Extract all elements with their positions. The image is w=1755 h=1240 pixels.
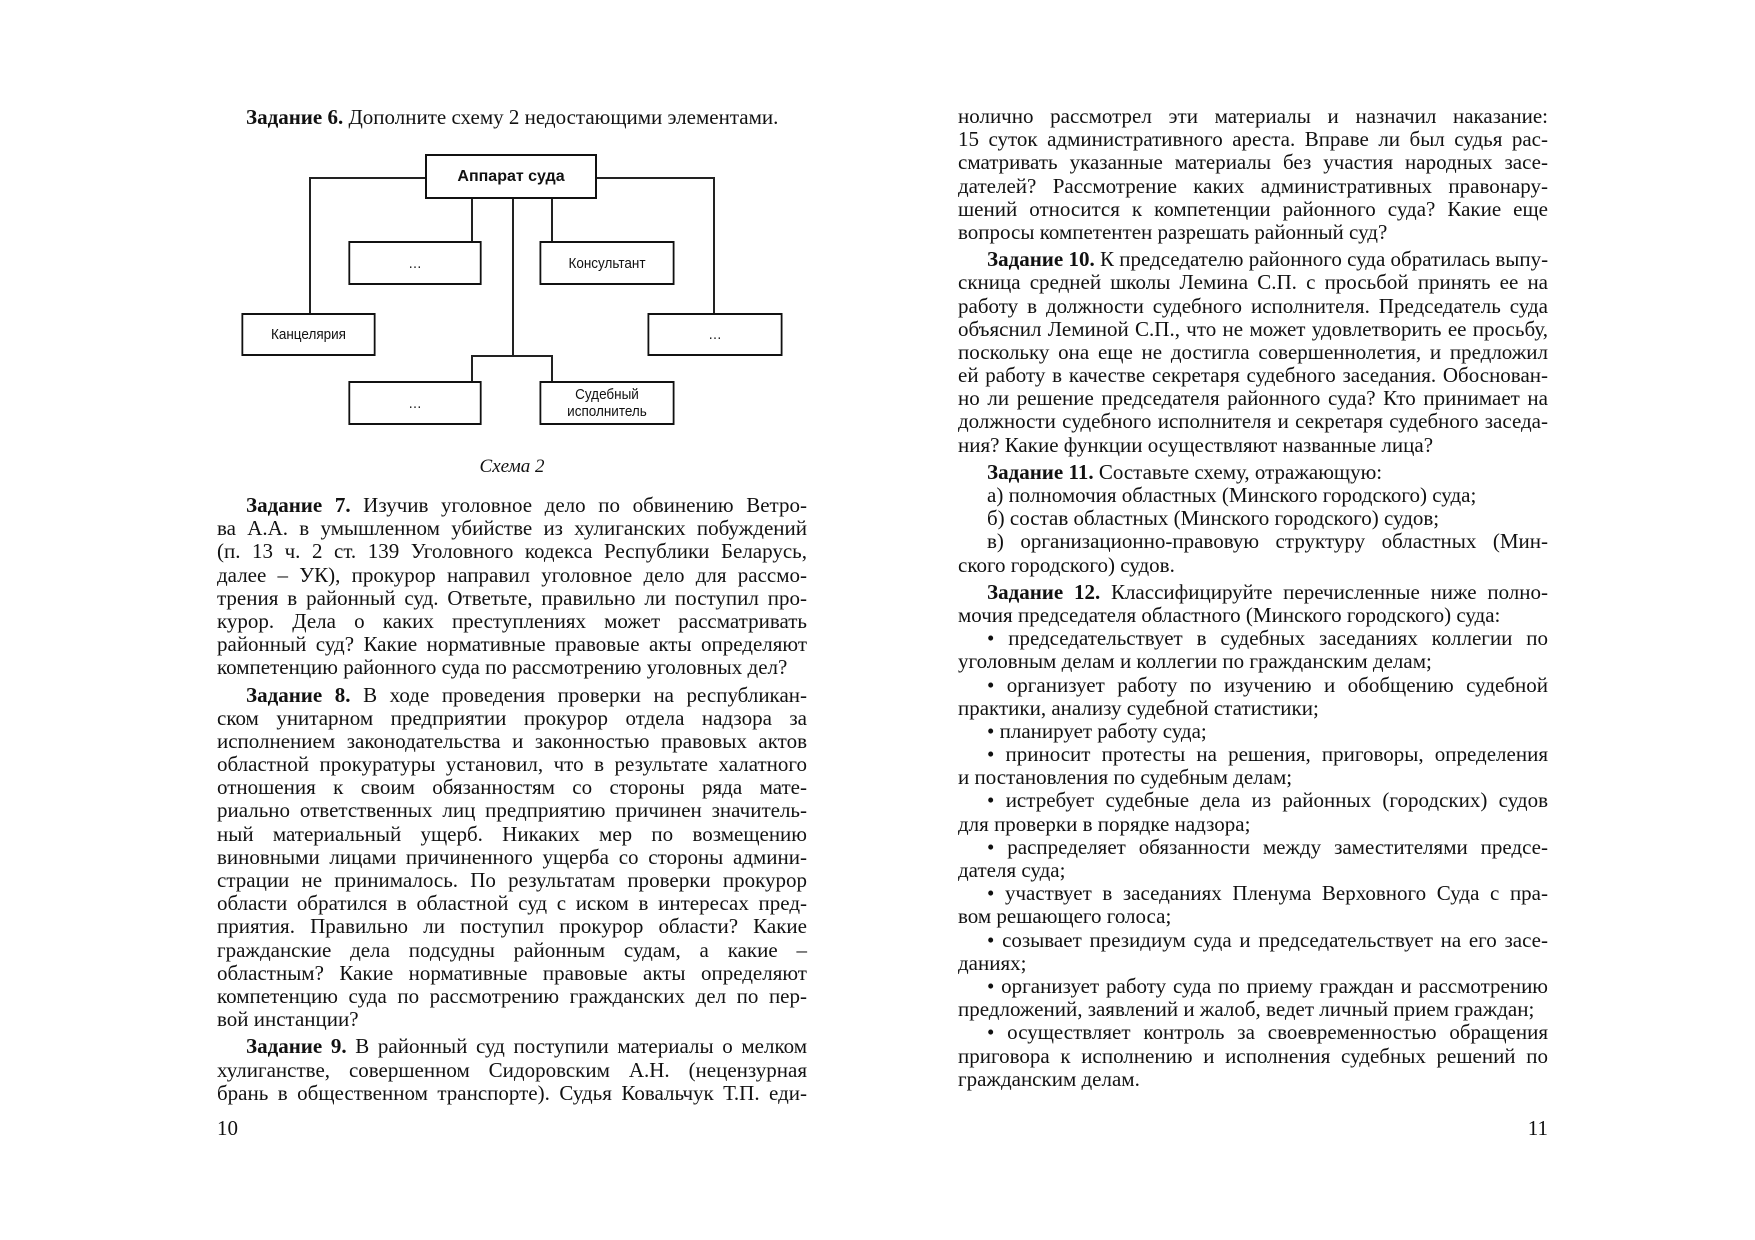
text-line-content: но ли решение председателя районного суда? Кто принимает на [958,386,1548,411]
text-line [217,869,807,892]
paragraph [958,743,1548,789]
paragraph [958,105,1548,244]
text-line-content: компетенцию суда по рассмотрению гражданских дел по пер- [217,983,807,1008]
box-bailiff [540,381,675,425]
task-paragraph [217,494,807,680]
text-line [958,1045,1548,1068]
box-bailiff-line2: исполнитель [567,403,647,420]
task-paragraph [217,1035,807,1105]
text-line-content: далее – УК), прокурор направил уголовное дело для рассмо- [217,562,807,587]
text-line [958,248,1548,271]
text-line-content: мочия председателя областного (Минского городского) суда: [958,602,1501,627]
text-line-content: предложений, заявлений и жалоб, ведет личный прием граждан; [958,997,1535,1022]
text-line-content: ва А.А. в умышленном убийстве из хулиганских побуждений [217,516,807,541]
text-line-content: (п. 13 ч. 2 ст. 139 Уголовного кодекса Республики Беларусь, [217,539,807,564]
text-line [958,720,1548,743]
text-line [958,905,1548,928]
text-line [958,434,1548,457]
text-line [958,554,1548,577]
text-line [217,517,807,540]
task-paragraph [958,461,1548,484]
text-line-content: В ходе проведения проверки на республикан- [350,682,807,707]
text-line [217,799,807,822]
task-paragraph [958,581,1548,627]
text-line [217,915,807,938]
text-line [217,633,807,656]
text-line-content: риально ответственных лиц предприятию причинен значитель- [217,798,807,823]
text-line [958,998,1548,1021]
text-line-content: скница средней школы Лемина С.П. с просьбой принять ее на [958,270,1548,295]
text-line [217,494,807,517]
paragraph [958,789,1548,835]
paragraph [958,975,1548,1021]
text-line-content: ния? Какие функции осуществляют названные лица? [958,432,1434,457]
text-line-content: вой инстанции? [217,1007,359,1032]
text-line [217,985,807,1008]
text-line-content: областным? Какие нормативные правовые акты определяют [217,960,807,985]
task-lead: Задание 8. [246,682,351,707]
text-line-content: • осуществляет контроль за своевременностью обращения [987,1020,1548,1045]
connector [597,177,714,179]
text-line-content: поскольку она еще не достигла совершеннолетия, и предложил [958,339,1548,364]
text-line [958,604,1548,627]
text-line [958,221,1548,244]
left-page-text [217,494,807,1105]
text-line-content: приятия. Правильно ли поступил прокурор области? Какие [217,914,807,939]
box-consultant: Консультант [540,241,675,285]
text-line [958,952,1548,975]
text-line [958,387,1548,410]
connector [309,177,425,179]
paragraph [958,929,1548,975]
text-line [217,1008,807,1031]
text-line [958,461,1548,484]
text-line-content: виновными лицами причиненного ущерба со стороны админи- [217,844,807,869]
paragraph [958,836,1548,882]
task-6 [217,106,807,129]
task-paragraph [217,684,807,1032]
text-line [958,484,1548,507]
text-line [958,627,1548,650]
text-line-content: Классифицируйте перечисленные ниже полно- [1100,579,1548,604]
text-line [958,650,1548,673]
text-line-content: ского городского) судов. [958,552,1175,577]
text-line [958,743,1548,766]
text-line [958,530,1548,553]
text-line [217,656,807,679]
paragraph [958,720,1548,743]
text-line-content: для проверки в порядке надзора; [958,811,1251,836]
text-line [958,271,1548,294]
paragraph [958,674,1548,720]
text-line [217,823,807,846]
task-lead: Задание 11. [987,459,1094,484]
text-line [217,846,807,869]
paragraph [958,484,1548,507]
text-line [958,128,1548,151]
text-line-content: брань в общественном транспорте). Судья Ковальчук Т.П. еди- [217,1080,807,1105]
text-line [217,892,807,915]
text-line-content: вом решающего голоса; [958,904,1172,929]
text-line [958,674,1548,697]
box-court-apparatus: Аппарат суда [425,154,597,199]
text-line-content: • распределяет обязанности между заместителями предсе- [987,834,1548,859]
paragraph [958,1021,1548,1091]
text-line [958,789,1548,812]
text-line-content: шений относится к компетенции районного суда? Какие еще [958,196,1548,221]
text-line [958,198,1548,221]
text-line-content: В районный суд поступили материалы о мелком [346,1034,807,1059]
text-line-content: районный суд? Какие нормативные правовые акты определяют [217,632,807,657]
diagram-caption: Схема 2 [479,456,545,477]
text-line-content: Составьте схему, отражающую: [1093,459,1383,484]
text-line [958,882,1548,905]
text-line [958,318,1548,341]
text-line-content: а) полномочия областных (Минского городского) суда; [987,483,1477,507]
text-line-content: вопросы компетентен разрешать районный суд? [958,219,1388,244]
text-line-content: ный материальный ущерб. Никаких мер по возмещению [217,821,807,846]
text-line [958,364,1548,387]
box-bailiff-line1: Судебный [575,386,639,403]
text-line [958,975,1548,998]
paragraph [958,627,1548,673]
text-line-content: областной прокуратуры установил, что в результате халатного [217,752,807,777]
connector [512,199,514,355]
text-line-content: ей работу в качестве секретаря судебного заседания. Обоснован- [958,363,1548,388]
connector [551,355,553,381]
text-line [217,707,807,730]
text-line-content: гражданским делам. [958,1066,1140,1091]
text-line [958,836,1548,859]
text-line [958,507,1548,530]
task-lead: Задание 9. [246,1034,347,1059]
text-line-content: трения в районный суд. Ответьте, правильно ли поступил про- [217,585,807,610]
box-lower-left-blank: … [348,381,481,425]
text-line [958,697,1548,720]
text-line [217,962,807,985]
text-line-content: • председательствует в судебных заседаниях коллегии по [987,626,1548,651]
text-line-content: страции не принималось. По результатам проверки прокурор [217,868,807,892]
text-line-content: отношения к своим обязанностям со стороны ряда мате- [217,775,807,800]
text-line-content: должности судебного исполнителя и секретаря судебного заседа- [958,409,1548,434]
task-lead: Задание 10. [987,247,1095,272]
text-line-content: • истребует судебные дела из районных (городских) судов [987,788,1548,813]
connector [309,177,311,313]
text-line [958,1021,1548,1044]
paragraph [958,882,1548,928]
text-line [217,587,807,610]
text-line-content: даниях; [958,950,1027,975]
text-line-content: • организует работу суда по приему граждан и рассмотрению [987,973,1548,998]
text-line [958,766,1548,789]
connector [551,199,553,241]
text-line-content: исполнением законодательства и законностью правовых актов [217,728,807,753]
box-chancellery: Канцелярия [241,313,375,356]
task-lead: Задание 12. [987,579,1101,604]
text-line-content: К председателю районного суда обратилась выпу- [1094,247,1549,272]
box-right-blank: … [648,313,783,356]
text-line-content: Изучив уголовное дело по обвинению Ветро- [350,493,807,517]
text-line [958,175,1548,198]
connector [713,177,715,313]
text-line [217,776,807,799]
text-line-content: ском унитарном предприятии прокурор отдела надзора за [217,705,807,730]
text-line [958,929,1548,952]
text-line [217,564,807,587]
text-line-content: гражданские дела подсудны районным судам, а какие – [217,937,807,962]
task-6-line: Задание 6. Дополните схему 2 недостающими элементами. [246,105,779,129]
text-line [217,939,807,962]
box-upper-left-blank: … [348,241,481,285]
text-line-content: нолично рассмотрел эти материалы и назначил наказание: [958,104,1548,128]
text-line-content: 15 суток административного ареста. Вправе ли был судья рас- [958,127,1548,152]
text-line [958,410,1548,433]
text-line [958,1068,1548,1091]
text-line-content: • участвует в заседаниях Пленума Верховного Суда с пра- [987,881,1548,906]
connector [471,355,473,381]
task-paragraph [958,248,1548,457]
text-line [217,730,807,753]
text-line [958,295,1548,318]
text-line [958,151,1548,174]
text-line [217,1059,807,1082]
text-line-content: дателя суда; [958,858,1066,882]
connector [471,355,552,357]
text-line-content: области обратился в областной суд с иском в интересах пред- [217,891,807,916]
text-line-content: компетенцию районного суда по рассмотрению уголовных дел? [217,655,788,680]
connector [471,199,473,241]
text-line-content: в) организационно-правовую структуру областных (Мин- [987,529,1548,554]
text-line [958,859,1548,882]
text-line-content: уголовным делам и коллегии по гражданским делам; [958,649,1432,674]
right-page-text [958,105,1548,1091]
text-line-content: дателей? Рассмотрение каких административных правонару- [958,173,1548,198]
text-line-content: курор. Дела о каких преступлениях может рассматривать [217,608,807,633]
page-number-right: 11 [1527,1116,1548,1140]
text-line-content: хулиганстве, совершенном Сидоровским А.Н. (нецензурная [217,1057,807,1082]
page-number-left: 10 [217,1116,238,1140]
text-line-content: приговора к исполнению и исполнения судебных решений по [958,1043,1548,1068]
paragraph [958,530,1548,576]
text-line [958,341,1548,364]
text-line [958,105,1548,128]
text-line-content: • созывает президиум суда и председательствует на его засе- [987,927,1548,952]
task-6-lead: Задание 6. [246,105,344,129]
text-line-content: б) состав областных (Минского городского) судов; [987,506,1440,531]
text-line [217,753,807,776]
text-line-content: • приносит протесты на решения, приговоры, определения [987,742,1548,767]
text-line [217,1035,807,1058]
text-line [958,813,1548,836]
text-line [217,540,807,563]
text-line-content: • организует работу по изучению и обобщению судебной [987,672,1548,697]
text-line [217,610,807,633]
text-line-content: работу в должности судебного исполнителя. Председатель суда [958,293,1548,318]
paragraph [958,507,1548,530]
task-lead: Задание 7. [246,493,351,517]
text-line-content: практики, анализу судебной статистики; [958,695,1319,720]
text-line [217,684,807,707]
text-line-content: и постановления по судебным делам; [958,765,1293,790]
text-line [217,1082,807,1105]
text-line-content: объяснил Леминой С.П., что не может удовлетворить ее просьбу, [958,316,1548,341]
text-line [958,581,1548,604]
text-line-content: • планирует работу суда; [987,718,1207,743]
text-line-content: сматривать указанные материалы без участия народных засе- [958,150,1548,175]
